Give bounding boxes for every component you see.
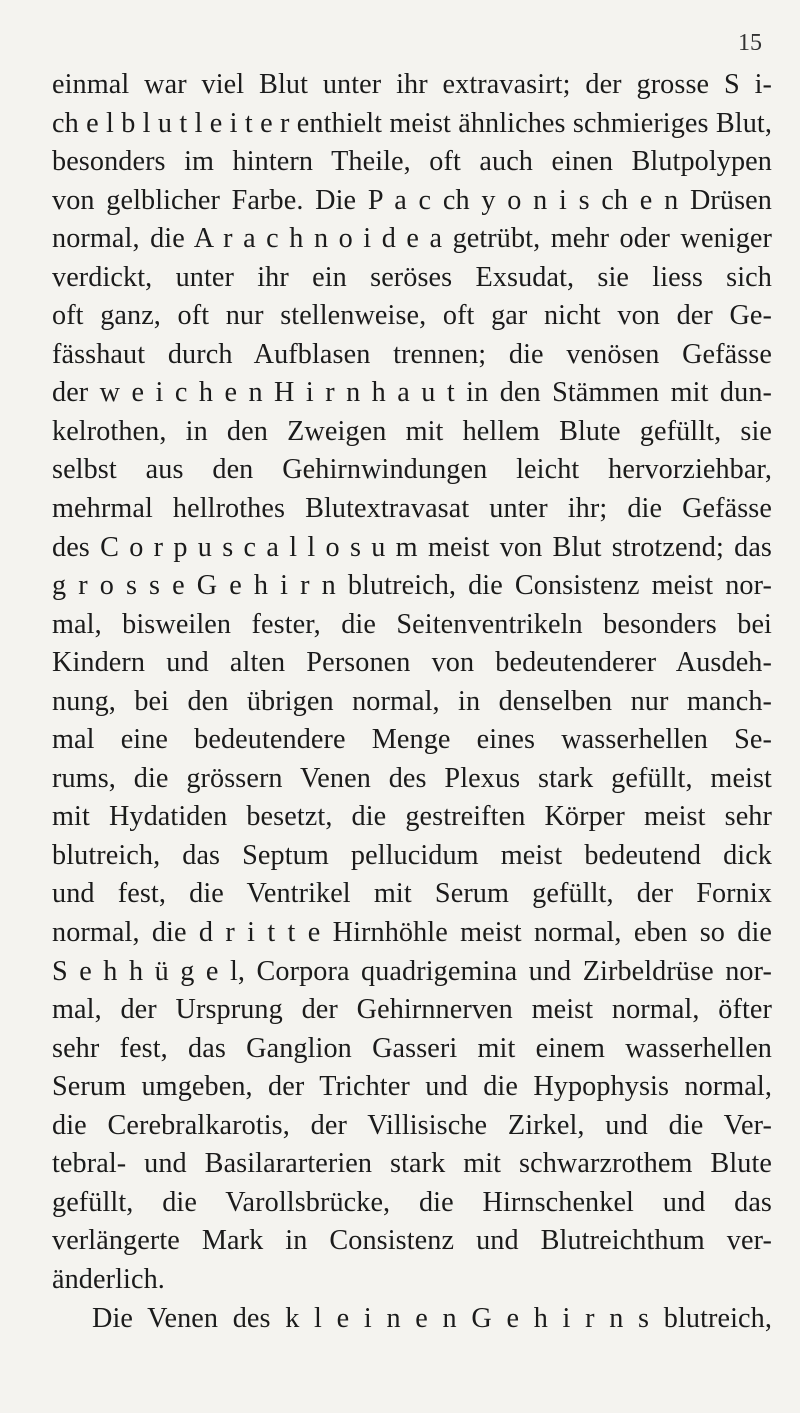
text-line: mal, bisweilen fester, die Seitenventrikeln besonders bei bbox=[52, 608, 772, 640]
text-line: sehr fest, das Ganglion Gasseri mit einem wasserhellen bbox=[52, 1032, 772, 1064]
text-line: normal, die d r i t t e Hirnhöhle meist normal, eben so die bbox=[52, 917, 772, 949]
text-line: mal, der Ursprung der Gehirnnerven meist normal, öfter bbox=[52, 994, 772, 1026]
text-line: ch e l b l u t l e i t e r enthielt meist ähnliches schmieriges Blut, bbox=[52, 107, 772, 139]
text-line: besonders im hintern Theile, oft auch einen Blutpolypen bbox=[52, 146, 772, 178]
text-line: Die Venen des k l e i n e n G e h i r n s blutreich, bbox=[92, 1302, 772, 1334]
text-line: verdickt, unter ihr ein seröses Exsudat, sie liess sich bbox=[52, 261, 772, 293]
text-line: von gelblicher Farbe. Die P a c ch y o n i s ch e n Drüsen bbox=[52, 184, 772, 216]
page-number: 15 bbox=[738, 30, 762, 56]
text-line: und fest, die Ventrikel mit Serum gefüllt, der Fornix bbox=[52, 878, 772, 910]
text-line: verlängerte Mark in Consistenz und Blutreichthum ver- bbox=[52, 1225, 772, 1257]
text-line: blutreich, das Septum pellucidum meist bedeutend dick bbox=[52, 839, 772, 871]
text-line: des C o r p u s c a l l o s u m meist von Blut strotzend; das bbox=[52, 531, 772, 563]
text-line: Kindern und alten Personen von bedeutenderer Ausdeh- bbox=[52, 647, 772, 679]
text-line: nung, bei den übrigen normal, in denselben nur manch- bbox=[52, 685, 772, 717]
text-line: mal eine bedeutendere Menge eines wasserhellen Se- bbox=[52, 724, 772, 756]
text-line: g r o s s e G e h i r n blutreich, die Consistenz meist nor- bbox=[52, 570, 772, 602]
text-line: die Cerebralkarotis, der Villisische Zirkel, und die Ver- bbox=[52, 1109, 772, 1141]
text-line: der w e i c h e n H i r n h a u t in den Stämmen mit dun- bbox=[52, 377, 772, 409]
text-line: oft ganz, oft nur stellenweise, oft gar nicht von der Ge- bbox=[52, 300, 772, 332]
text-line: fässhaut durch Aufblasen trennen; die venösen Gefässe bbox=[52, 338, 772, 370]
text-line: gefüllt, die Varollsbrücke, die Hirnschenkel und das bbox=[52, 1186, 772, 1218]
body-text bbox=[52, 66, 772, 1338]
text-line: mehrmal hellrothes Blutextravasat unter ihr; die Gefässe bbox=[52, 493, 772, 525]
text-line: mit Hydatiden besetzt, die gestreiften Körper meist sehr bbox=[52, 801, 772, 833]
text-line: selbst aus den Gehirnwindungen leicht hervorziehbar, bbox=[52, 454, 772, 486]
text-line: änderlich. bbox=[52, 1263, 165, 1295]
text-line: kelrothen, in den Zweigen mit hellem Blute gefüllt, sie bbox=[52, 415, 772, 447]
text-line: rums, die grössern Venen des Plexus stark gefüllt, meist bbox=[52, 762, 772, 794]
text-line: einmal war viel Blut unter ihr extravasirt; der grosse S i- bbox=[52, 69, 772, 100]
text-line: Serum umgeben, der Trichter und die Hypophysis normal, bbox=[52, 1071, 772, 1103]
text-line: normal, die A r a c h n o i d e a getrübt, mehr oder weniger bbox=[52, 223, 772, 255]
text-line: tebral- und Basilararterien stark mit schwarzrothem Blute bbox=[52, 1148, 772, 1180]
text-line: S e h h ü g e l, Corpora quadrigemina und Zirbeldrüse nor- bbox=[52, 955, 772, 987]
